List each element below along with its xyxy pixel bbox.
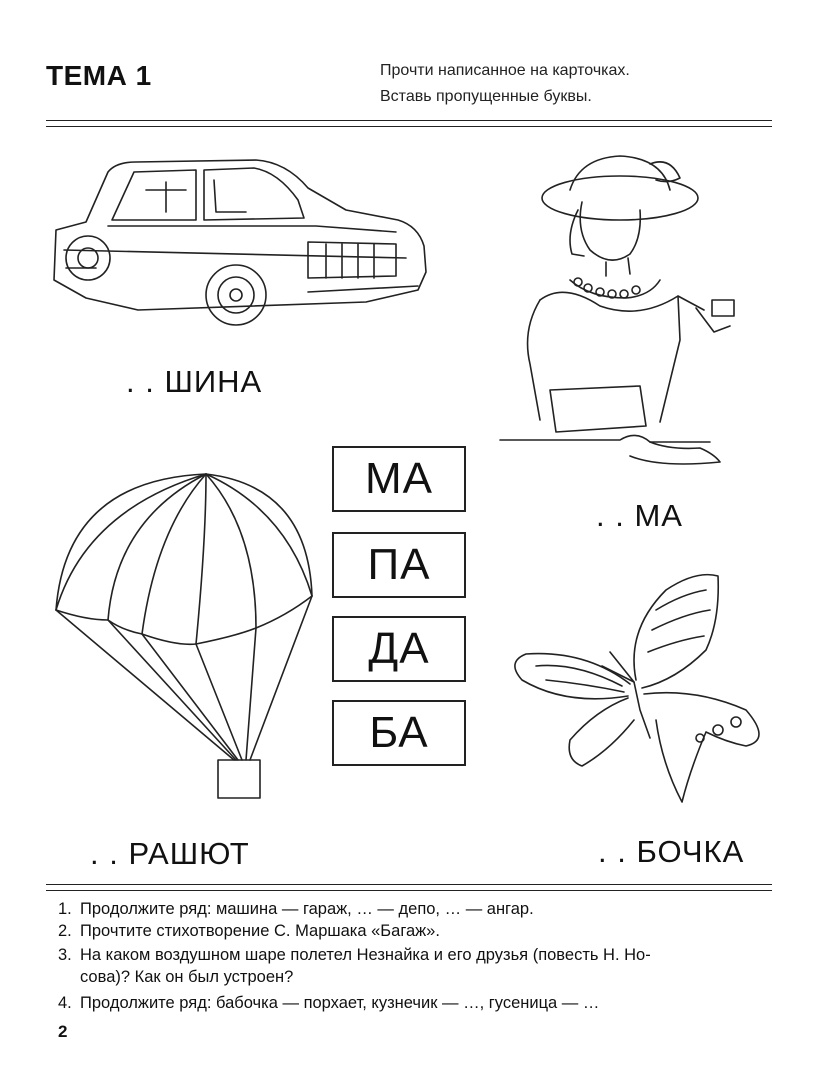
- butterfly-illustration: [506, 570, 776, 820]
- question-1-text: Продолжите ряд: машина — гараж, … — депо, … — ангар.: [80, 900, 534, 918]
- question-4-text: Продолжите ряд: бабочка — порхает, кузнечик — …, гусеница — …: [80, 994, 600, 1012]
- question-1-number: 1.: [58, 900, 72, 918]
- question-2: [58, 920, 772, 942]
- lady-illustration: [500, 150, 730, 480]
- question-3-number: 3.: [58, 946, 72, 964]
- question-3-text: На каком воздушном шаре полетел Незнайка и его друзья (повесть Н. Но-: [80, 946, 651, 964]
- card-ba: БА: [332, 700, 466, 766]
- top-rule-2: [46, 126, 772, 127]
- instruction-line-2: Вставь пропущенные буквы.: [380, 88, 592, 105]
- word-shina: . . ШИНА: [126, 364, 263, 399]
- word-rashyut: . . РАШЮТ: [90, 836, 250, 871]
- page-title: ТЕМА 1: [46, 60, 152, 91]
- bottom-rule-2: [46, 890, 772, 891]
- question-2-number: 2.: [58, 922, 72, 940]
- card-da: ДА: [332, 616, 466, 682]
- page-number: 2: [58, 1022, 68, 1041]
- question-4-number: 4.: [58, 994, 72, 1012]
- question-3: [58, 944, 772, 988]
- car-illustration: [46, 150, 436, 340]
- parachute-illustration: [46, 470, 316, 820]
- question-4: [58, 992, 772, 1014]
- question-1: [58, 898, 772, 920]
- word-ma: . . МА: [596, 498, 683, 533]
- card-ma: МА: [332, 446, 466, 512]
- word-bochka: . . БОЧКА: [598, 834, 745, 869]
- question-3-text-continued: сова)? Как он был устроен?: [80, 968, 294, 986]
- card-pa: ПА: [332, 532, 466, 598]
- question-2-text: Прочтите стихотворение С. Маршака «Багаж».: [80, 922, 440, 940]
- top-rule: [46, 120, 772, 121]
- bottom-rule: [46, 884, 772, 885]
- instruction-line-1: Прочти написанное на карточках.: [380, 62, 630, 79]
